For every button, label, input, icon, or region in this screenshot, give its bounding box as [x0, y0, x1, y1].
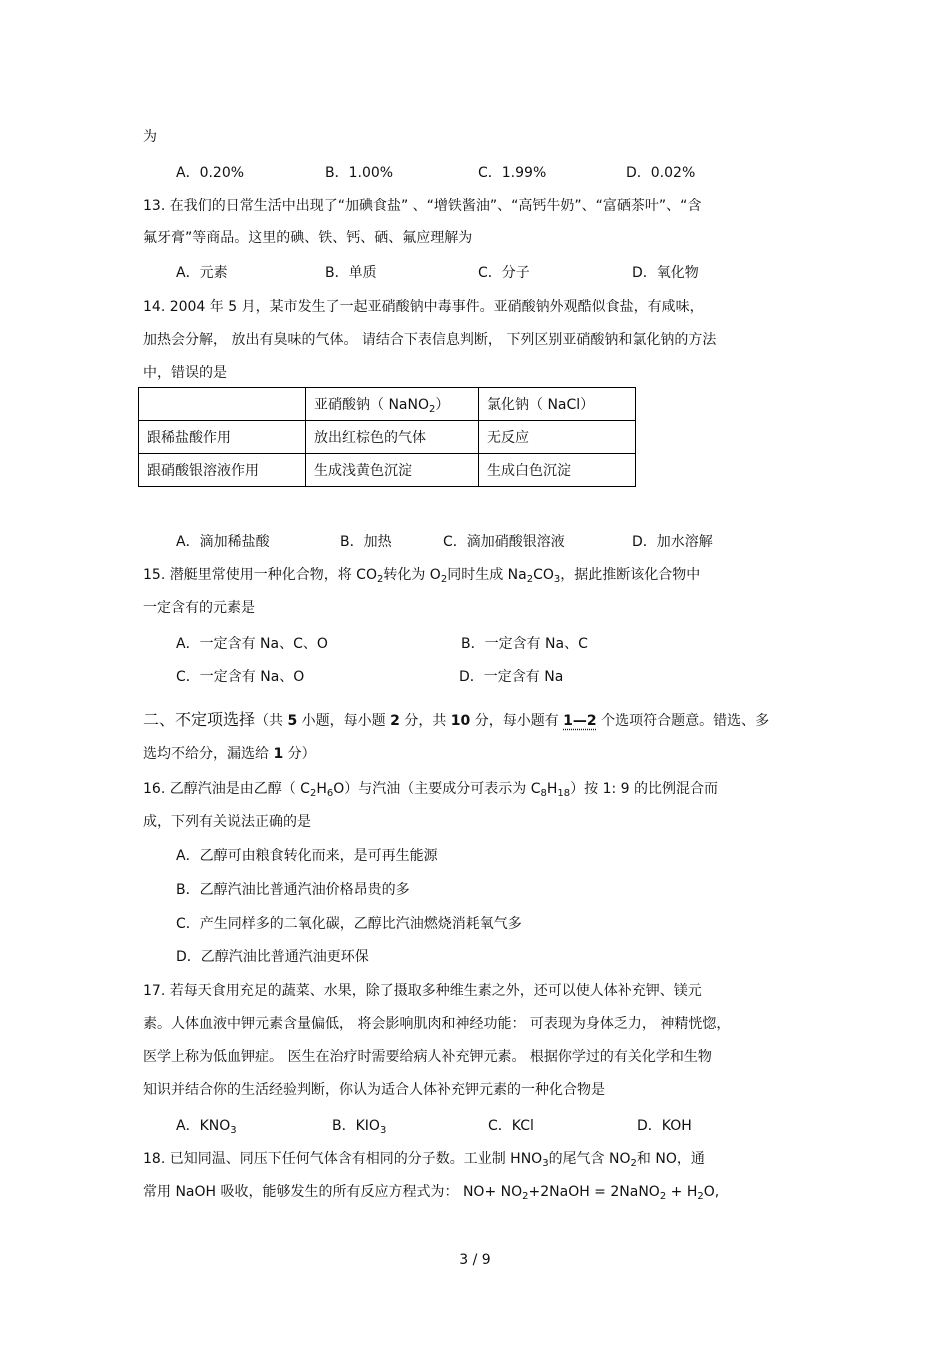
q14-option-a: A．滴加稀盐酸 [176, 534, 270, 550]
partial-points: 1 [273, 746, 284, 762]
text: 的尾气含 NO [548, 1151, 631, 1167]
header-tail: ） [435, 396, 450, 413]
subscript: 6 [326, 788, 334, 799]
points: 2 [390, 713, 400, 729]
subscript: 2 [376, 574, 384, 585]
subscript: 18 [557, 788, 571, 799]
q17-line-4: 知识并结合你的生活经验判断，你认为适合人体补充钾元素的一种化合物是 [143, 1082, 605, 1098]
section-2-line-2 [143, 745, 316, 763]
subscript: 2 [526, 574, 534, 585]
q16-line-1 [143, 780, 718, 803]
q15-option-b: B．一定含有 Na、C [461, 636, 588, 652]
subscript: 2 [309, 788, 317, 799]
q17-line-1: 17. 若每天食用充足的蔬菜、水果，除了摄取多种维生素之外，还可以使人体补充钾、镁元 [143, 983, 702, 999]
table-cell: 跟硝酸银溶液作用 [139, 454, 306, 487]
subscript: 3 [542, 1158, 549, 1169]
table-cell: 无反应 [479, 421, 636, 454]
page-number: 3 / 9 [459, 1252, 491, 1268]
text: + H [666, 1184, 698, 1200]
q16-line-2: 成，下列有关说法正确的是 [143, 814, 311, 830]
text: 小题，每小题 [297, 713, 391, 729]
subscript: 2 [659, 1191, 667, 1202]
q13-option-b: B．单质 [325, 265, 377, 281]
q13-line-2: 氟牙膏”等商品。这里的碘、铁、钙、硒、氟应理解为 [143, 230, 473, 246]
q12-continuation: 为 [143, 129, 157, 145]
q15-option-d: D．一定含有 Na [459, 669, 564, 685]
q14-line-3: 中，错误的是 [143, 365, 227, 381]
q16-option-b: B．乙醇汽油比普通汽油价格昂贵的多 [176, 882, 410, 898]
text: O）与汽油（主要成分可表示为 C [333, 781, 541, 797]
text: 16. 乙醇汽油是由乙醇（ C [143, 781, 310, 797]
q12-option-d: D．0.02% [626, 165, 696, 181]
text: 同时生成 Na [447, 567, 527, 583]
text: H [316, 781, 327, 797]
q15-line-2: 一定含有的元素是 [143, 600, 255, 616]
text: H [546, 781, 558, 797]
q17-option-a [176, 1117, 237, 1140]
q17-line-2: 素。人体血液中钾元素含量偏低， 将会影响肌肉和神经功能： 可表现为身体乏力， 神精恍惚， [143, 1016, 731, 1032]
subscript: 2 [697, 1191, 704, 1202]
text: 个选项符合题意。错选、多 [596, 713, 770, 729]
q12-option-a: A．0.20% [176, 165, 245, 181]
text: 分） [283, 746, 316, 762]
section-title: 二、不定项选择 [143, 710, 256, 729]
table-header-nacl: 氯化钠（ NaCl） [479, 388, 636, 421]
text: 18. 已知同温、同压下任何气体含有相同的分子数。工业制 HNO [143, 1151, 543, 1167]
text: （共 [255, 713, 288, 729]
q18-line-1 [143, 1150, 705, 1173]
q14-option-b: B．加热 [340, 534, 392, 550]
text: O, [703, 1184, 720, 1200]
q14-option-c: C．滴加硝酸银溶液 [443, 534, 565, 550]
q12-option-c: C．1.99% [478, 165, 547, 181]
comparison-table [138, 387, 636, 487]
subscript: 2 [630, 1158, 637, 1169]
q13-option-c: C．分子 [478, 265, 530, 281]
table-cell: 生成白色沉淀 [479, 454, 636, 487]
q16-option-d: D．乙醇汽油比普通汽油更环保 [176, 949, 369, 965]
subscript: 2 [429, 403, 436, 415]
text: 分，共 [399, 713, 451, 729]
text: B．KIO [332, 1118, 380, 1134]
q13-option-d: D．氧化物 [632, 265, 699, 281]
text: CO [533, 567, 554, 583]
text: +2NaOH = 2NaNO [528, 1184, 660, 1200]
text: 分，每小题有 [470, 713, 564, 729]
text: A．KNO [176, 1118, 231, 1134]
q17-option-d: D．KOH [637, 1118, 692, 1134]
q16-option-a: A．乙醇可由粮食转化而来，是可再生能源 [176, 848, 438, 864]
text: ）按 1: 9 的比例混合而 [570, 781, 719, 797]
q18-line-2 [143, 1183, 719, 1206]
table-cell: 放出红棕色的气体 [306, 421, 479, 454]
q15-option-c: C．一定含有 Na、O [176, 669, 305, 685]
q13-option-a: A．元素 [176, 265, 228, 281]
q17-option-b [332, 1117, 386, 1140]
text: 选均不给分，漏选给 [143, 746, 274, 762]
q14-option-d: D．加水溶解 [632, 534, 713, 550]
table-header-row [139, 388, 636, 421]
count: 5 [287, 713, 298, 729]
q12-option-b: B．1.00% [325, 165, 394, 181]
q15-line-1 [143, 566, 700, 589]
text: 和 NO，通 [636, 1151, 705, 1167]
subscript: 2 [522, 1191, 529, 1202]
subscript: 3 [553, 574, 561, 585]
q16-option-c: C．产生同样多的二氧化碳，乙醇比汽油燃烧消耗氧气多 [176, 916, 522, 932]
subscript: 3 [379, 1125, 387, 1136]
q15-option-a: A．一定含有 Na、C、O [176, 636, 328, 652]
table-row [139, 454, 636, 487]
table-row [139, 421, 636, 454]
subscript: 2 [440, 574, 448, 585]
q13-line-1: 13. 在我们的日常生活中出现了“加碘食盐” 、“增铁酱油”、“高钙牛奶”、“富硒茶叶”、“含 [143, 198, 702, 214]
table-header-nano2 [306, 388, 479, 421]
text: 15. 潜艇里常使用一种化合物，将 CO [143, 567, 377, 583]
subscript: 8 [540, 788, 547, 799]
q14-line-1: 14. 2004 年 5 月，某市发生了一起亚硝酸钠中毒事件。亚硝酸钠外观酷似食盐，有咸味， [143, 299, 704, 315]
q14-line-2: 加热会分解， 放出有臭味的气体。 请结合下表信息判断， 下列区别亚硝酸钠和氯化钠的方法 [143, 332, 717, 348]
subscript: 3 [230, 1125, 237, 1136]
total: 10 [450, 713, 471, 729]
table-cell: 跟稀盐酸作用 [139, 421, 306, 454]
q17-option-c: C．KCl [488, 1118, 534, 1134]
choice-range: 1—2 [563, 713, 597, 729]
text: 转化为 O [383, 567, 441, 583]
text: ，据此推断该化合物中 [560, 567, 701, 583]
q17-line-3: 医学上称为低血钾症。 医生在治疗时需要给病人补充钾元素。 根据你学过的有关化学和生物 [143, 1049, 712, 1065]
header-text: 亚硝酸钠（ NaNO [314, 396, 429, 413]
text: 常用 NaOH 吸收，能够发生的所有反应方程式为： NO+ NO [143, 1184, 523, 1200]
section-2-heading [143, 711, 769, 730]
table-cell: 生成浅黄色沉淀 [306, 454, 479, 487]
table-cell [139, 388, 306, 421]
